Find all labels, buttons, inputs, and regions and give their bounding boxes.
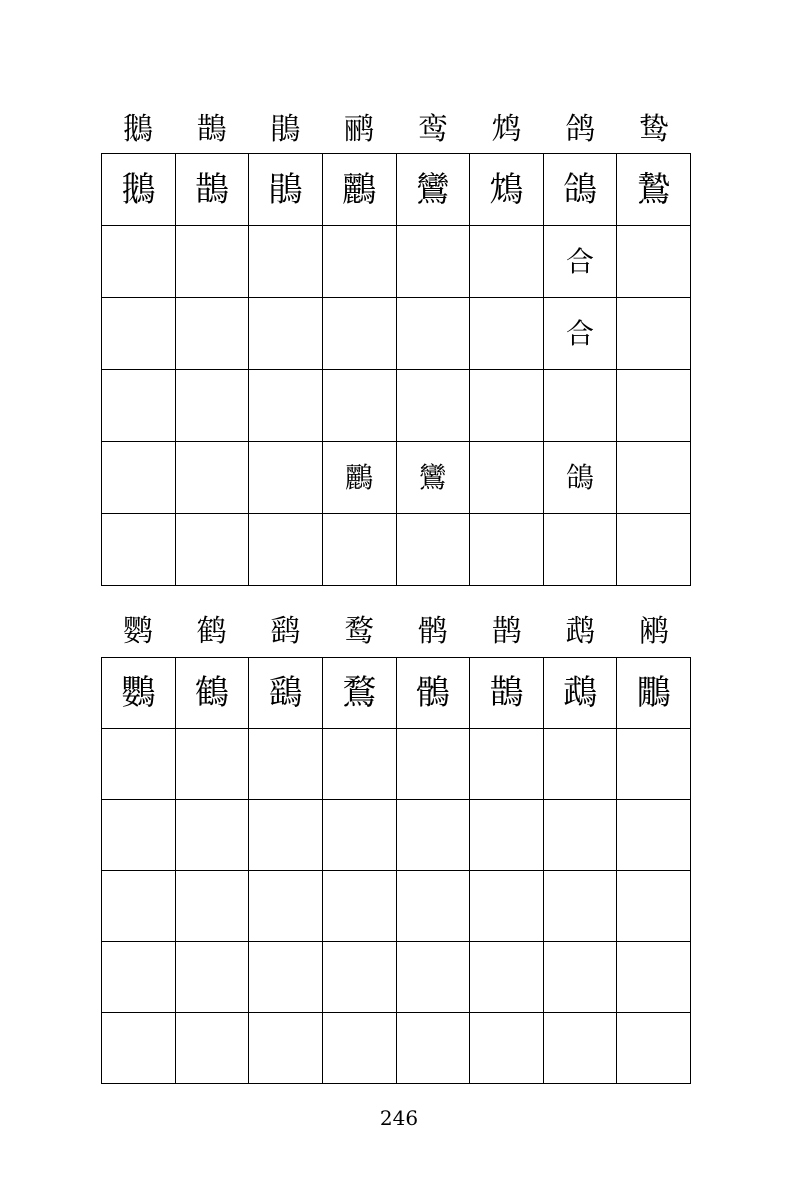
- glyph-character: 鸚: [121, 673, 156, 713]
- glyph-cell: [470, 658, 544, 729]
- glyph-character: 鵝: [121, 169, 156, 210]
- glyph-cell: [102, 658, 176, 729]
- table-row: [102, 370, 691, 442]
- glyph-cell: [543, 729, 617, 800]
- header-cell: 鵑: [270, 112, 301, 147]
- glyph-cell: [175, 658, 249, 729]
- table-row: [102, 658, 691, 729]
- glyph-cell: [175, 442, 249, 514]
- glyph-cell: [322, 442, 396, 514]
- glyph-cell: [102, 442, 176, 514]
- glyph-character: 鴿: [563, 169, 598, 210]
- glyph-cell: [470, 800, 544, 871]
- glyph-cell: [470, 942, 544, 1013]
- glyph-character: 鸝: [345, 460, 374, 494]
- glyph-cell: [102, 942, 176, 1013]
- glyph-cell: [249, 442, 323, 514]
- glyph-cell: [617, 729, 691, 800]
- glyph-cell: [396, 154, 470, 226]
- glyph-cell: [396, 514, 470, 586]
- glyph-cell: [322, 370, 396, 442]
- glyph-cell: [617, 942, 691, 1013]
- header-row-2: [101, 612, 691, 652]
- glyph-cell: [617, 800, 691, 871]
- glyph-cell: [322, 942, 396, 1013]
- glyph-cell: [175, 942, 249, 1013]
- glyph-grid-1: [101, 153, 691, 586]
- header-cell: 鹉: [565, 614, 596, 649]
- glyph-cell: [102, 871, 176, 942]
- header-cell: 鵲: [196, 112, 227, 147]
- glyph-cell: [102, 370, 176, 442]
- glyph-cell: [396, 1013, 470, 1084]
- glyph-cell: [470, 729, 544, 800]
- glyph-cell: [396, 226, 470, 298]
- glyph-cell: [102, 154, 176, 226]
- glyph-cell: [175, 226, 249, 298]
- glyph-cell: [102, 226, 176, 298]
- header-cell: 鸩: [491, 112, 522, 147]
- glyph-character: 鵑: [268, 169, 303, 210]
- glyph-cell: [617, 154, 691, 226]
- header-cell: 鹜: [344, 614, 375, 649]
- glyph-cell: [175, 871, 249, 942]
- glyph-character: 鷂: [268, 673, 303, 713]
- glyph-cell: [102, 298, 176, 370]
- glyph-cell: [470, 442, 544, 514]
- glyph-character: 鴿: [566, 460, 595, 494]
- glyph-cell: [470, 370, 544, 442]
- table-row: [102, 942, 691, 1013]
- glyph-character: 鶴: [194, 673, 229, 713]
- table-row: [102, 298, 691, 370]
- glyph-cell: [470, 1013, 544, 1084]
- glyph-cell: [543, 871, 617, 942]
- glyph-cell: [617, 442, 691, 514]
- header-cell: 鹞: [270, 614, 301, 649]
- glyph-character: 鶻: [415, 673, 450, 713]
- glyph-cell: [470, 871, 544, 942]
- header-cell: 鹦: [122, 614, 153, 649]
- glyph-cell: [617, 514, 691, 586]
- glyph-cell: [543, 370, 617, 442]
- glyph-cell: [470, 226, 544, 298]
- glyph-cell: [396, 370, 470, 442]
- glyph-character: 鷳: [636, 673, 671, 713]
- glyph-cell: [543, 154, 617, 226]
- table-row: [102, 442, 691, 514]
- glyph-cell: [322, 800, 396, 871]
- glyph-cell: [396, 800, 470, 871]
- glyph-character: 鵲: [194, 169, 229, 210]
- header-cell: 鸷: [639, 112, 670, 147]
- glyph-cell: [543, 514, 617, 586]
- glyph-cell: [249, 942, 323, 1013]
- glyph-cell: [396, 658, 470, 729]
- glyph-character: 合: [566, 244, 595, 278]
- glyph-cell: [617, 298, 691, 370]
- glyph-character: 鸝: [342, 169, 377, 210]
- glyph-cell: [322, 298, 396, 370]
- glyph-cell: [322, 226, 396, 298]
- glyph-character: 合: [566, 316, 595, 350]
- character-table-2: [101, 612, 691, 1084]
- glyph-cell: [322, 154, 396, 226]
- glyph-character: 鶩: [342, 673, 377, 713]
- table-row: [102, 514, 691, 586]
- glyph-character: 鵲: [489, 673, 524, 713]
- glyph-cell: [543, 298, 617, 370]
- glyph-cell: [322, 729, 396, 800]
- glyph-cell: [249, 370, 323, 442]
- glyph-cell: [249, 871, 323, 942]
- glyph-cell: [543, 1013, 617, 1084]
- glyph-cell: [617, 1013, 691, 1084]
- glyph-character: 鸞: [415, 169, 450, 210]
- glyph-cell: [249, 514, 323, 586]
- glyph-cell: [396, 298, 470, 370]
- page-number: 246: [379, 1106, 419, 1130]
- glyph-cell: [322, 1013, 396, 1084]
- header-cell: 鹘: [417, 614, 448, 649]
- glyph-cell: [617, 658, 691, 729]
- table-row: [102, 800, 691, 871]
- header-cell: 鹤: [196, 614, 227, 649]
- glyph-cell: [396, 729, 470, 800]
- table-row: [102, 154, 691, 226]
- glyph-cell: [175, 729, 249, 800]
- glyph-cell: [396, 942, 470, 1013]
- glyph-cell: [102, 729, 176, 800]
- glyph-character: 鷙: [636, 169, 671, 210]
- glyph-grid-2: [101, 657, 691, 1084]
- header-cell: 鹂: [344, 112, 375, 147]
- glyph-cell: [102, 800, 176, 871]
- glyph-cell: [396, 871, 470, 942]
- glyph-cell: [396, 442, 470, 514]
- glyph-cell: [249, 658, 323, 729]
- header-cell: 鸽: [565, 112, 596, 147]
- table-row: [102, 1013, 691, 1084]
- glyph-cell: [617, 226, 691, 298]
- glyph-cell: [470, 514, 544, 586]
- glyph-character: 鸞: [418, 460, 447, 494]
- header-cell: 鵝: [122, 112, 153, 147]
- glyph-cell: [617, 370, 691, 442]
- glyph-cell: [543, 442, 617, 514]
- glyph-cell: [102, 1013, 176, 1084]
- glyph-cell: [470, 298, 544, 370]
- glyph-cell: [322, 658, 396, 729]
- glyph-cell: [175, 800, 249, 871]
- glyph-cell: [543, 226, 617, 298]
- glyph-cell: [322, 514, 396, 586]
- header-cell: 鹊: [491, 614, 522, 649]
- glyph-cell: [102, 514, 176, 586]
- glyph-cell: [175, 1013, 249, 1084]
- glyph-cell: [470, 154, 544, 226]
- glyph-cell: [175, 154, 249, 226]
- glyph-cell: [249, 1013, 323, 1084]
- character-table-1: [101, 110, 691, 586]
- glyph-cell: [617, 871, 691, 942]
- glyph-cell: [175, 514, 249, 586]
- header-cell: 鹇: [639, 614, 670, 649]
- glyph-cell: [543, 800, 617, 871]
- glyph-cell: [249, 226, 323, 298]
- glyph-cell: [249, 729, 323, 800]
- glyph-cell: [543, 942, 617, 1013]
- glyph-character: 鴆: [489, 169, 524, 210]
- glyph-cell: [175, 370, 249, 442]
- header-cell: 鸾: [417, 112, 448, 147]
- glyph-cell: [175, 298, 249, 370]
- glyph-cell: [543, 658, 617, 729]
- glyph-cell: [249, 154, 323, 226]
- table-row: [102, 226, 691, 298]
- glyph-cell: [249, 800, 323, 871]
- header-row-1: [101, 110, 691, 150]
- glyph-cell: [249, 298, 323, 370]
- table-row: [102, 871, 691, 942]
- table-row: [102, 729, 691, 800]
- glyph-cell: [322, 871, 396, 942]
- glyph-character: 鵡: [563, 673, 598, 713]
